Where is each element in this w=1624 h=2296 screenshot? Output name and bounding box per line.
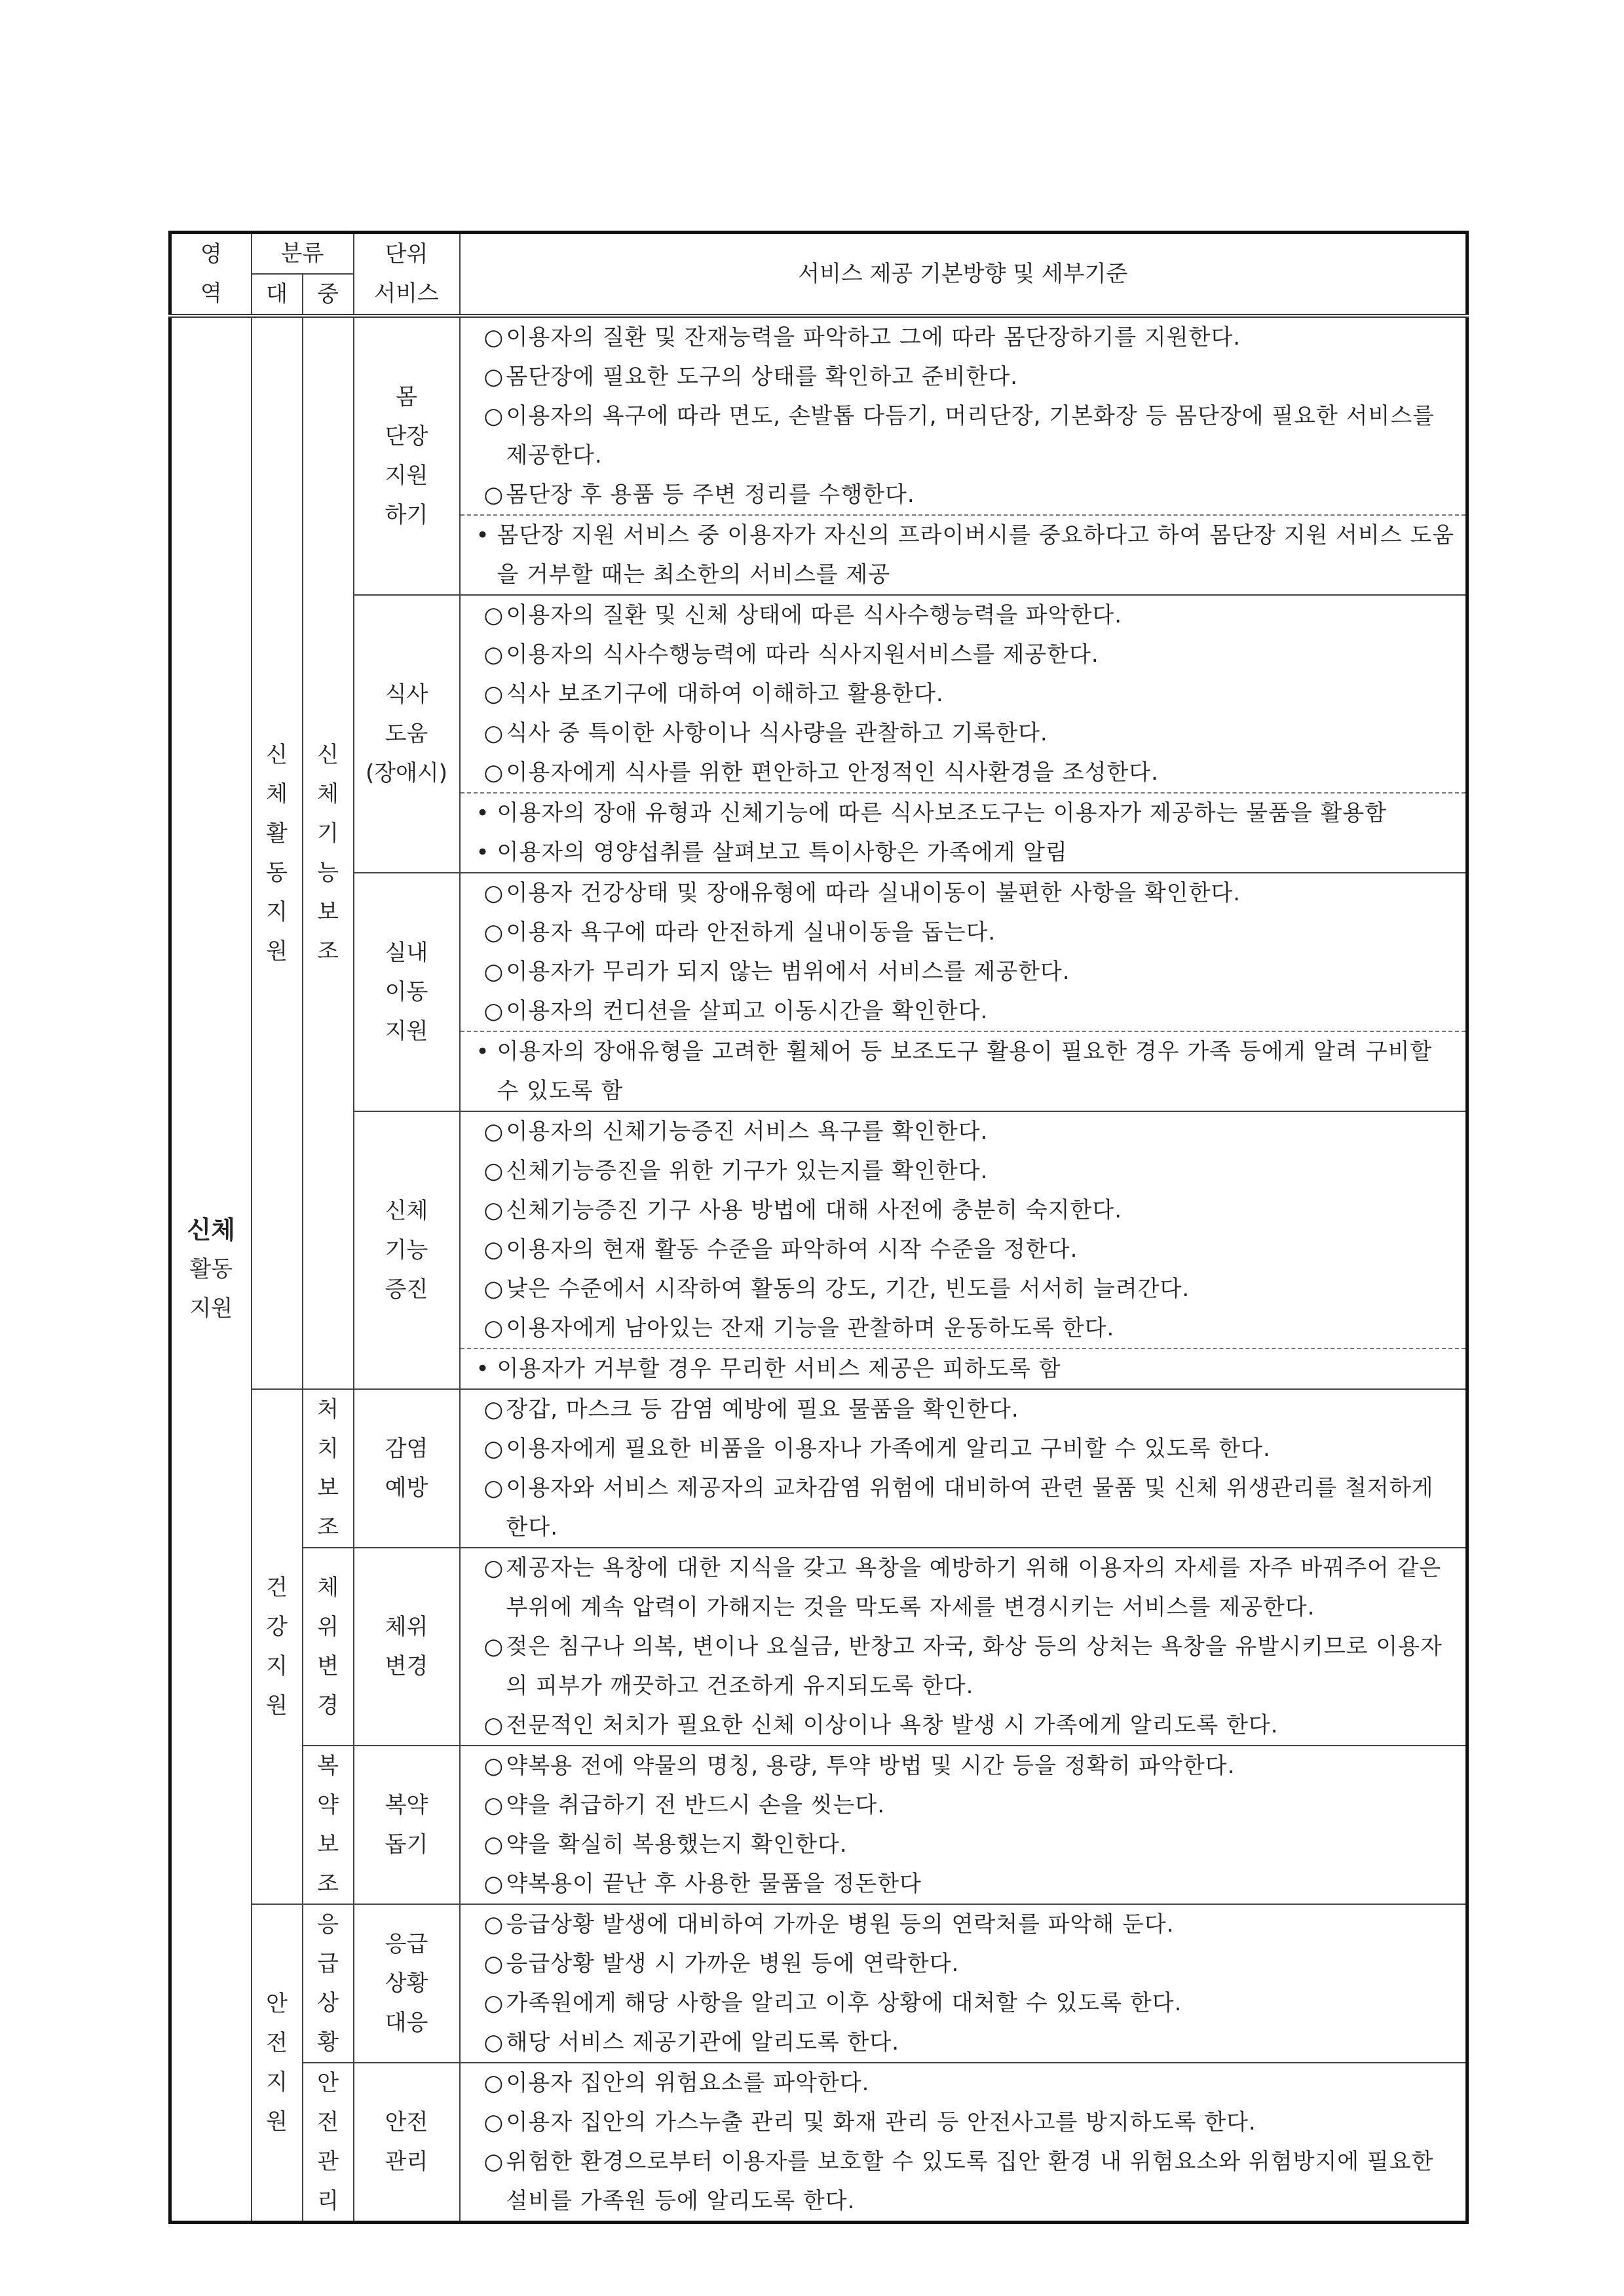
circle-mark: ○ [483, 1911, 504, 1938]
circle-mark: ○ [483, 1475, 504, 1501]
item-text: 이용자에게 식사를 위한 편안하고 안정적인 식사환경을 조성한다. [506, 759, 1159, 786]
middle-medication [303, 1746, 354, 1904]
unit-infection [354, 1389, 460, 1548]
row-indoor [170, 873, 1467, 1111]
header-row [170, 233, 1467, 275]
safety-item [472, 2142, 1457, 2221]
circle-mark: ○ [483, 1276, 504, 1302]
function-item [472, 1230, 1457, 1269]
item-text: 이용자에게 남아있는 잔재 기능을 관찰하며 운동하도록 한다. [506, 1315, 1115, 1341]
grooming-item [472, 318, 1457, 357]
item-text: 이용자 욕구에 따라 안전하게 실내이동을 돕는다. [506, 919, 996, 946]
medication-item [472, 1746, 1457, 1786]
header-unit-service [354, 233, 460, 316]
function-item [472, 1151, 1457, 1191]
header-area [170, 233, 252, 316]
grooming-note [472, 516, 1457, 594]
item-text: 이용자의 질환 및 신체 상태에 따른 식사수행능력을 파악한다. [506, 602, 1123, 628]
meal-item [472, 596, 1457, 635]
meal-item [472, 714, 1457, 753]
bullet-mark: • [476, 800, 490, 826]
item-text: 제공자는 욕창에 대한 지식을 갖고 욕창을 예방하기 위해 이용자의 자세를 자주 바꿔주어 같은 부위에 계속 압력이 가해지는 것을 막도록 자세를 변경시키는 서비스를 제공한다. [506, 1555, 1442, 1620]
area-cell [170, 316, 252, 2223]
circle-mark: ○ [483, 1555, 504, 1581]
major-health-text: 건강지원 [266, 1575, 288, 1719]
content-function [460, 1111, 1467, 1389]
item-text: 이용자가 무리가 되지 않는 범위에서 서비스를 제공한다. [506, 959, 1070, 985]
circle-mark: ○ [483, 324, 504, 351]
unit-safety-1: 안전 [385, 2109, 428, 2135]
header-unit-2: 서비스 [374, 280, 439, 307]
circle-mark: ○ [483, 1119, 504, 1145]
grooming-notes [461, 514, 1466, 594]
circle-mark: ○ [483, 681, 504, 707]
bullet-mark: • [476, 1356, 490, 1382]
unit-grooming-4: 하기 [385, 502, 428, 528]
content-position [460, 1548, 1467, 1746]
unit-meal-3: (장애시) [365, 760, 448, 786]
item-text: 장갑, 마스크 등 감염 예방에 필요 물품을 확인한다. [506, 1396, 1019, 1423]
item-text: 이용자에게 필요한 비품을 이용자나 가족에게 알리고 구비할 수 있도록 한다. [506, 1436, 1271, 1462]
unit-medication [354, 1746, 460, 1904]
document-page [168, 231, 1465, 2224]
item-text: 신체기능증진을 위한 기구가 있는지를 확인한다. [506, 1158, 989, 1184]
safety-item [472, 2063, 1457, 2103]
medication-item [472, 1825, 1457, 1864]
item-text: 몸단장에 필요한 도구의 상태를 확인하고 준비한다. [506, 364, 1019, 390]
row-function [170, 1111, 1467, 1389]
function-note [472, 1349, 1457, 1388]
safety-items [461, 2063, 1466, 2221]
content-safety [460, 2063, 1467, 2223]
indoor-item [472, 873, 1457, 913]
unit-grooming-3: 지원 [385, 463, 428, 489]
item-text: 약복용이 끝난 후 사용한 물품을 정돈한다 [506, 1871, 922, 1897]
header-middle: 중 [303, 274, 354, 316]
circle-mark: ○ [483, 1831, 504, 1858]
circle-mark: ○ [483, 2029, 504, 2056]
function-item [472, 1269, 1457, 1309]
circle-mark: ○ [483, 2070, 504, 2096]
unit-function [354, 1111, 460, 1389]
row-meal [170, 595, 1467, 873]
item-text: 신체기능증진 기구 사용 방법에 대해 사전에 충분히 숙지한다. [506, 1197, 1123, 1223]
unit-medication-1: 복약 [385, 1792, 428, 1818]
medication-items [461, 1746, 1466, 1904]
emergency-item [472, 1905, 1457, 1944]
infection-item [472, 1468, 1457, 1547]
item-text: 전문적인 처치가 필요한 신체 이상이나 욕창 발생 시 가족에게 알리도록 한다. [506, 1712, 1279, 1738]
area-line2: 활동 [189, 1256, 233, 1282]
circle-mark: ○ [483, 482, 504, 508]
indoor-notes [461, 1031, 1466, 1111]
major-safety-text: 안전지원 [266, 1991, 288, 2135]
meal-item [472, 753, 1457, 792]
circle-mark: ○ [483, 1871, 504, 1897]
header-unit-1: 단위 [385, 241, 428, 267]
circle-mark: ○ [483, 1236, 504, 1263]
header-major: 대 [252, 274, 303, 316]
grooming-item [472, 357, 1457, 396]
item-text: 이용자의 신체기능증진 서비스 욕구를 확인한다. [506, 1119, 989, 1145]
item-text: 이용자 집안의 위험요소를 파악한다. [506, 2070, 870, 2096]
unit-infection-1: 감염 [385, 1436, 428, 1462]
unit-indoor-2: 이동 [385, 979, 428, 1005]
unit-grooming-2: 단장 [385, 423, 428, 450]
emergency-item [472, 2023, 1457, 2062]
content-infection [460, 1389, 1467, 1548]
circle-mark: ○ [483, 1712, 504, 1738]
meal-note [472, 833, 1457, 872]
circle-mark: ○ [483, 880, 504, 906]
content-medication [460, 1746, 1467, 1904]
circle-mark: ○ [483, 720, 504, 746]
middle-treatment [303, 1389, 354, 1548]
item-text: 응급상황 발생 시 가까운 병원 등에 연락한다. [506, 1951, 960, 1977]
grooming-item [472, 475, 1457, 514]
function-item [472, 1309, 1457, 1348]
unit-emergency-2: 상황 [385, 1970, 428, 1997]
header-area-1: 영 [200, 241, 222, 267]
circle-mark: ○ [483, 2109, 504, 2135]
item-text: 약복용 전에 약물의 명칭, 용량, 투약 방법 및 시간 등을 정확히 파악한다. [506, 1753, 1236, 1779]
item-text: 몸단장 후 용품 등 주변 정리를 수행한다. [506, 482, 915, 508]
circle-mark: ○ [483, 403, 504, 429]
unit-meal [354, 595, 460, 873]
unit-function-3: 증진 [385, 1276, 428, 1303]
item-text: 식사 중 특이한 사항이나 식사량을 관찰하고 기록한다. [506, 720, 1048, 746]
middle-emergency-text: 응급상황 [317, 1911, 339, 2056]
circle-mark: ○ [483, 641, 504, 668]
emergency-item [472, 1944, 1457, 1983]
circle-mark: ○ [483, 602, 504, 628]
item-text: 젖은 침구나 의복, 변이나 요실금, 반창고 자국, 화상 등의 상처는 욕창을 유발시키므로 이용자의 피부가 깨끗하고 건조하게 유지되도록 한다. [506, 1634, 1443, 1699]
circle-mark: ○ [483, 364, 504, 390]
item-text: 식사 보조기구에 대하여 이해하고 활용한다. [506, 681, 944, 707]
unit-infection-2: 예방 [385, 1475, 428, 1501]
header-standards: 서비스 제공 기본방향 및 세부기준 [460, 233, 1467, 316]
bullet-mark: • [476, 522, 490, 548]
item-text: 응급상황 발생에 대비하여 가까운 병원 등의 연락처를 파악해 둔다. [506, 1911, 1175, 1938]
major-physical [252, 316, 303, 1389]
note-text: 이용자의 장애유형을 고려한 휠체어 등 보조도구 활용이 필요한 경우 가족 등에게 알려 구비할 수 있도록 함 [497, 1039, 1433, 1104]
circle-mark: ○ [483, 1634, 504, 1660]
circle-mark: ○ [483, 1753, 504, 1779]
unit-safety-2: 관리 [385, 2149, 428, 2175]
unit-medication-2: 돕기 [385, 1831, 428, 1858]
bullet-mark: • [476, 1039, 490, 1065]
meal-item [472, 674, 1457, 714]
content-grooming [460, 316, 1467, 595]
meal-items [461, 596, 1466, 792]
row-safety [170, 2063, 1467, 2223]
major-physical-text: 신체활동지원 [266, 742, 288, 965]
unit-position-1: 체위 [385, 1614, 428, 1640]
row-emergency [170, 1904, 1467, 2063]
circle-mark: ○ [483, 1792, 504, 1818]
circle-mark: ○ [483, 1158, 504, 1184]
indoor-item [472, 952, 1457, 991]
circle-mark: ○ [483, 959, 504, 985]
unit-emergency-1: 응급 [385, 1931, 428, 1957]
unit-safety [354, 2063, 460, 2223]
unit-indoor-1: 실내 [385, 940, 428, 966]
row-infection [170, 1389, 1467, 1548]
infection-items [461, 1390, 1466, 1547]
unit-emergency-3: 대응 [385, 2010, 428, 2036]
grooming-item [472, 396, 1457, 475]
function-notes [461, 1348, 1466, 1388]
indoor-note [472, 1032, 1457, 1111]
unit-position [354, 1548, 460, 1746]
row-grooming [170, 316, 1467, 595]
bullet-mark: • [476, 839, 490, 866]
major-safety [252, 1904, 303, 2223]
middle-body-function-text: 신체기능보조 [317, 742, 339, 965]
content-indoor [460, 873, 1467, 1111]
circle-mark: ○ [483, 1396, 504, 1423]
meal-item [472, 635, 1457, 674]
item-text: 이용자 집안의 가스누출 관리 및 화재 관리 등 안전사고를 방지하도록 한다. [506, 2109, 1256, 2135]
header-area-2: 역 [200, 280, 222, 307]
circle-mark: ○ [483, 759, 504, 786]
circle-mark: ○ [483, 1315, 504, 1341]
content-meal [460, 595, 1467, 873]
medication-item [472, 1786, 1457, 1825]
unit-function-1: 신체 [385, 1198, 428, 1224]
infection-item [472, 1390, 1457, 1429]
header-category: 분류 [252, 233, 354, 275]
indoor-item [472, 991, 1457, 1031]
unit-grooming [354, 316, 460, 595]
circle-mark: ○ [483, 919, 504, 946]
unit-meal-1: 식사 [385, 681, 428, 708]
position-item [472, 1548, 1457, 1627]
emergency-items [461, 1905, 1466, 2062]
item-text: 이용자의 질환 및 잔재능력을 파악하고 그에 따라 몸단장하기를 지원한다. [506, 324, 1241, 351]
grooming-items [461, 318, 1466, 514]
indoor-item [472, 913, 1457, 952]
row-medication [170, 1746, 1467, 1904]
item-text: 이용자와 서비스 제공자의 교차감염 위험에 대비하여 관련 물품 및 신체 위생관리를 철저하게 한다. [506, 1475, 1434, 1540]
infection-item [472, 1429, 1457, 1468]
meal-note [472, 794, 1457, 833]
area-strong: 신체 [187, 1215, 235, 1244]
item-text: 이용자 건강상태 및 장애유형에 따라 실내이동이 불편한 사항을 확인한다. [506, 880, 1241, 906]
middle-medication-text: 복약보조 [317, 1753, 339, 1897]
service-standards-table [168, 231, 1469, 2224]
function-item [472, 1191, 1457, 1230]
circle-mark: ○ [483, 1990, 504, 2016]
item-text: 이용자의 식사수행능력에 따라 식사지원서비스를 제공한다. [506, 641, 1099, 668]
note-text: 몸단장 지원 서비스 중 이용자가 자신의 프라이버시를 중요하다고 하여 몸단장 지원 서비스 도움을 거부할 때는 최소한의 서비스를 제공 [497, 522, 1455, 588]
medication-item [472, 1864, 1457, 1904]
safety-item [472, 2103, 1457, 2142]
position-item [472, 1706, 1457, 1745]
content-emergency [460, 1904, 1467, 2063]
function-items [461, 1112, 1466, 1348]
item-text: 해당 서비스 제공기관에 알리도록 한다. [506, 2029, 900, 2056]
circle-mark: ○ [483, 1951, 504, 1977]
item-text: 이용자의 컨디션을 살피고 이동시간을 확인한다. [506, 998, 989, 1024]
meal-notes [461, 792, 1466, 872]
item-text: 약을 확실히 복용했는지 확인한다. [506, 1831, 848, 1858]
unit-position-2: 변경 [385, 1653, 428, 1679]
item-text: 이용자의 욕구에 따라 면도, 손발톱 다듬기, 머리단장, 기본화장 등 몸단장에 필요한 서비스를 제공한다. [506, 403, 1435, 469]
note-text: 이용자의 장애 유형과 신체기능에 따른 식사보조도구는 이용자가 제공하는 물품을 활용함 [497, 800, 1388, 826]
circle-mark: ○ [483, 998, 504, 1024]
item-text: 낮은 수준에서 시작하여 활동의 강도, 기간, 빈도를 서서히 늘려간다. [506, 1276, 1190, 1302]
circle-mark: ○ [483, 2149, 504, 2175]
note-text: 이용자가 거부할 경우 무리한 서비스 제공은 피하도록 함 [497, 1356, 1061, 1382]
unit-indoor [354, 873, 460, 1111]
note-text: 이용자의 영양섭취를 살펴보고 특이사항은 가족에게 알림 [497, 839, 1068, 866]
position-item [472, 1627, 1457, 1706]
middle-safety-mgmt-text: 안전관리 [317, 2070, 339, 2214]
unit-function-2: 기능 [385, 1237, 428, 1263]
middle-position [303, 1548, 354, 1746]
middle-treatment-text: 처치보조 [317, 1396, 339, 1540]
middle-emergency [303, 1904, 354, 2063]
unit-emergency [354, 1904, 460, 2063]
unit-grooming-1: 몸 [396, 384, 417, 410]
unit-indoor-3: 지원 [385, 1018, 428, 1044]
item-text: 위험한 환경으로부터 이용자를 보호할 수 있도록 집안 환경 내 위험요소와 위험방지에 필요한 설비를 가족원 등에 알리도록 한다. [506, 2149, 1434, 2214]
middle-body-function [303, 316, 354, 1389]
unit-meal-2: 도움 [385, 721, 428, 747]
item-text: 가족원에게 해당 사항을 알리고 이후 상황에 대처할 수 있도록 한다. [506, 1990, 1182, 2016]
major-health [252, 1389, 303, 1904]
row-position [170, 1548, 1467, 1746]
function-item [472, 1112, 1457, 1151]
item-text: 약을 취급하기 전 반드시 손을 씻는다. [506, 1792, 886, 1818]
emergency-item [472, 1983, 1457, 2023]
position-items [461, 1548, 1466, 1745]
item-text: 이용자의 현재 활동 수준을 파악하여 시작 수준을 정한다. [506, 1236, 1078, 1263]
indoor-items [461, 873, 1466, 1031]
area-line3: 지원 [189, 1295, 233, 1322]
circle-mark: ○ [483, 1197, 504, 1223]
middle-safety-mgmt [303, 2063, 354, 2223]
circle-mark: ○ [483, 1436, 504, 1462]
middle-position-text: 체위변경 [317, 1575, 339, 1719]
